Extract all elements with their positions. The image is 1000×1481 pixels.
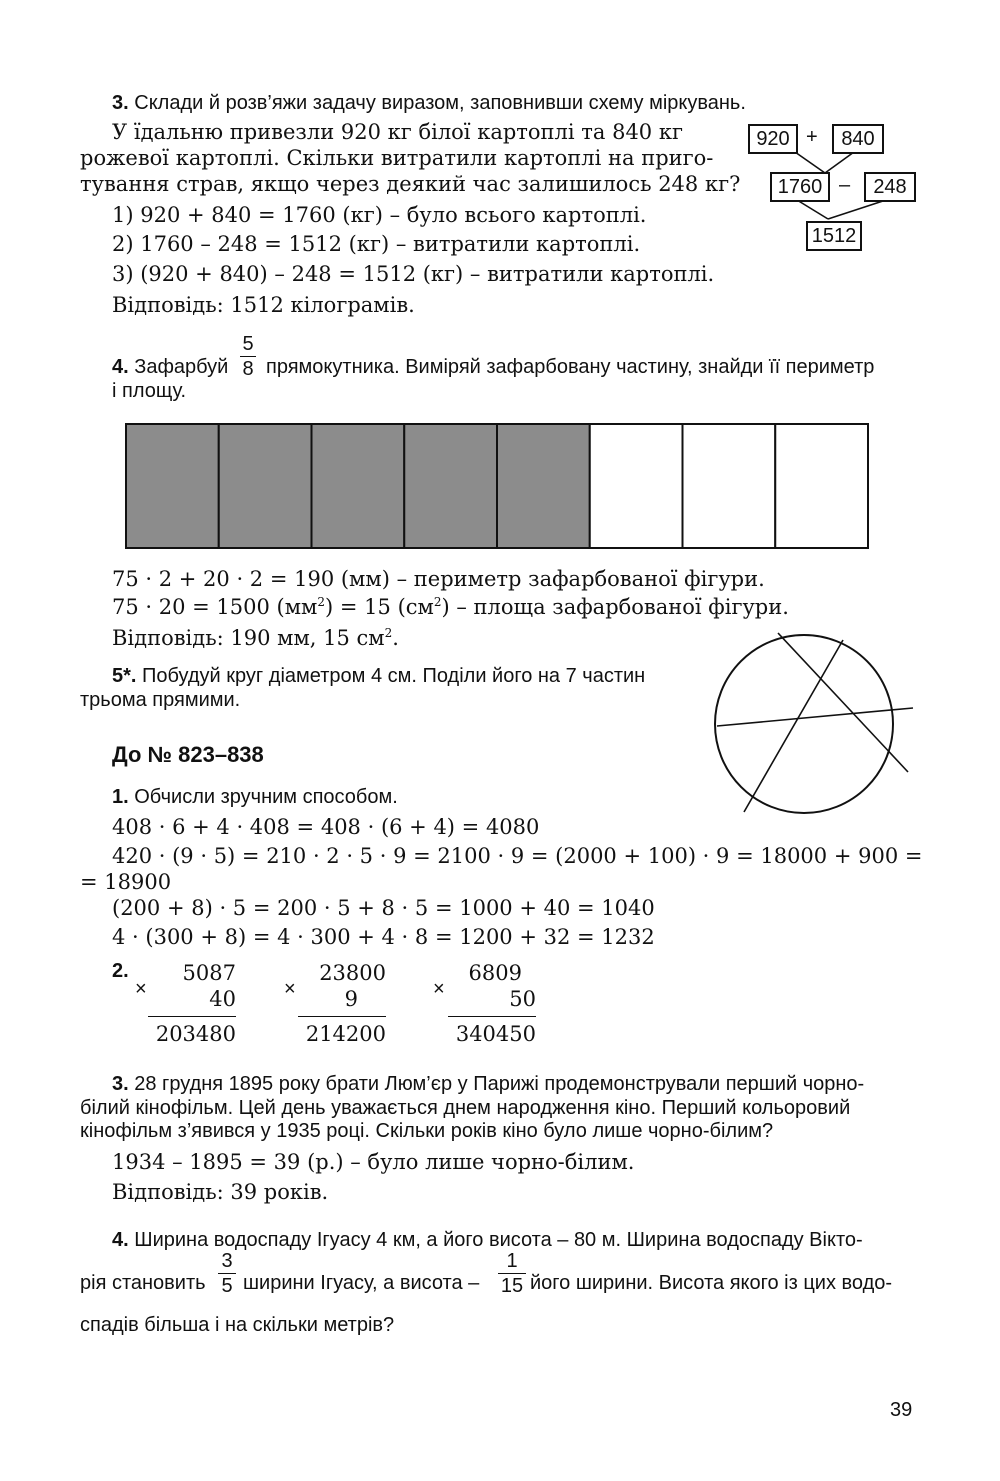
task-3b-line: білий кінофільм. Цей день уважається днем народження кіно. Перший кольоровий	[80, 1097, 851, 1119]
task-3b-solution: 1934 – 1895 = 39 (р.) – було лише чорно-білим.	[112, 1150, 635, 1174]
scheme-box-1512: 1512	[806, 221, 862, 251]
task-5-line2: трьома прямими.	[80, 689, 241, 711]
page-number: 39	[890, 1399, 913, 1421]
column-multiplication: 23800 9 214200	[298, 960, 386, 1047]
task-4b-text: рія становить	[80, 1272, 206, 1294]
answer: Відповідь: 1512 кілограмів.	[112, 293, 415, 317]
shaded-cell	[312, 424, 405, 548]
calc-line: 420 · (9 · 5) = 210 · 2 · 5 · 9 = 2100 · 9 = (2000 + 100) · 9 = 18000 + 900 =	[112, 844, 923, 868]
task-3-header: 3. Склади й розв’яжи задачу виразом, заповнивши схему міркувань.	[112, 92, 746, 114]
task-4b-text: його ширини. Висота якого із цих водо-	[530, 1272, 893, 1294]
solution-step: 2) 1760 – 248 = 1512 (кг) – витратили картоплі.	[112, 232, 641, 256]
fraction-3-5: 3 5	[218, 1250, 236, 1297]
task-3b-line: 3. 28 грудня 1895 року брати Люм’єр у Парижі продемонстрували перший чорно-	[112, 1073, 865, 1095]
scheme-box-248: 248	[864, 172, 916, 202]
solution-step: 1) 920 + 840 = 1760 (кг) – було всього картоплі.	[112, 203, 647, 227]
scheme-box-840: 840	[832, 124, 884, 154]
area-line: 75 · 20 = 1500 $(мм^2) = 15$ $(см^2)$ – площа зафарбованої фігури.	[112, 595, 789, 619]
section-heading: До № 823–838	[112, 742, 264, 767]
calc-line: 408 · 6 + 4 · 408 = 408 · (6 + 4) = 4080	[112, 815, 540, 839]
shaded-cell	[404, 424, 497, 548]
column-multiplication: 5087 40 203480	[148, 960, 236, 1047]
calc-line: 4 · (300 + 8) = 4 · 300 + 4 · 8 = 1200 + 32 = 1232	[112, 925, 655, 949]
task-4b-line1: 4. Ширина водоспаду Ігуасу 4 км, а його висота – 80 м. Ширина водоспаду Вікто-	[112, 1229, 863, 1251]
unshaded-cell	[683, 424, 776, 548]
fraction-rectangle	[124, 422, 870, 550]
problem-line: тування страв, якщо через деякий час залишилось 248 кг?	[80, 172, 741, 196]
task-1-header: 1. Обчисли зручним способом.	[112, 786, 398, 808]
circle-diagram	[700, 630, 930, 820]
task-4-text: прямокутника. Виміряй зафарбовану частину, знайди її периметр	[266, 356, 875, 378]
scheme-minus: –	[839, 174, 851, 196]
calc-line: = 18900	[80, 870, 172, 894]
scheme-box-920: 920	[748, 124, 798, 154]
scheme-box-1760: 1760	[770, 172, 830, 202]
solution-step: 3) (920 + 840) – 248 = 1512 (кг) – витратили картоплі.	[112, 262, 715, 286]
shaded-cell	[126, 424, 219, 548]
problem-line: рожевої картоплі. Скільки витратили картоплі на приго-	[80, 146, 714, 170]
unshaded-cell	[775, 424, 868, 548]
shaded-cell	[497, 424, 590, 548]
times-sign: ×	[433, 978, 445, 1000]
unshaded-cell	[590, 424, 683, 548]
column-multiplication: 6809 50 340450	[448, 960, 536, 1047]
task-4b-line3: спадів більша і на скільки метрів?	[80, 1314, 395, 1336]
problem-line: У їдальню привезли 920 кг білої картоплі та 840 кг	[112, 120, 683, 144]
task-3b-answer: Відповідь: 39 років.	[112, 1180, 329, 1204]
fraction-1-15: 1 15	[498, 1250, 526, 1297]
times-sign: ×	[135, 978, 147, 1000]
task-2-number: 2.	[112, 960, 129, 982]
perimeter-line: 75 · 2 + 20 · 2 = 190 (мм) – периметр зафарбованої фігури.	[112, 567, 765, 591]
answer: Відповідь: 190 мм, 15 $см^2$.	[112, 626, 399, 650]
task-4-text-line2: і площу.	[112, 380, 187, 402]
task-4-header: 4. Зафарбуй	[112, 356, 229, 378]
task-5-header: 5*. Побудуй круг діаметром 4 см. Поділи його на 7 частин	[112, 665, 646, 687]
times-sign: ×	[284, 978, 296, 1000]
task-3b-line: кінофільм з’явився у 1935 році. Скільки років кіно було лише чорно-білим?	[80, 1120, 774, 1142]
scheme-plus: +	[806, 126, 818, 148]
calc-line: (200 + 8) · 5 = 200 · 5 + 8 · 5 = 1000 + 40 = 1040	[112, 896, 655, 920]
fraction-5-8: 5 8	[240, 333, 256, 380]
shaded-cell	[219, 424, 312, 548]
task-4b-text: ширини Ігуасу, а висота –	[243, 1272, 480, 1294]
